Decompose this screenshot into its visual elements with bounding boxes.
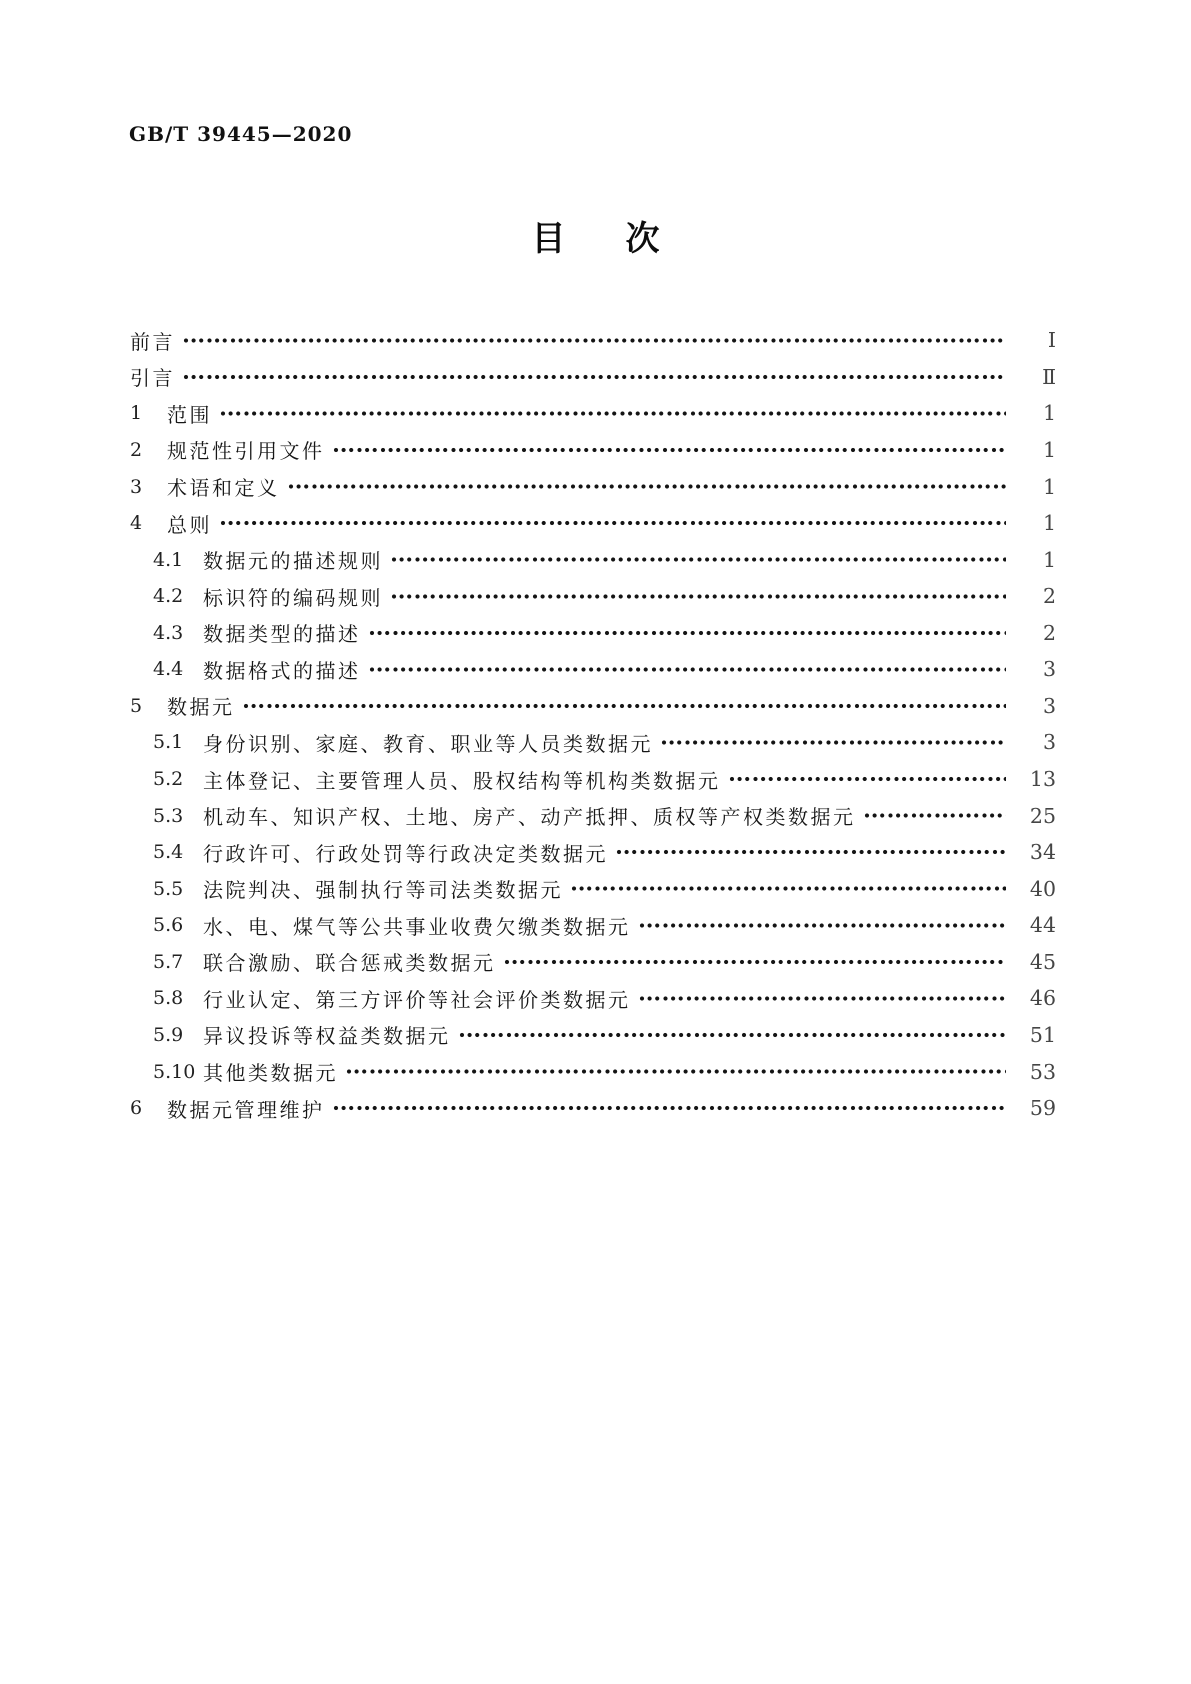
toc-entry-label: 水、电、煤气等公共事业收费欠缴类数据元 bbox=[203, 916, 631, 939]
toc-entry-number: 5.6 bbox=[153, 914, 184, 937]
toc-entry-number: 6 bbox=[130, 1097, 143, 1120]
toc-entry-number: 4.1 bbox=[153, 548, 184, 571]
toc-entry-page-number: 1 bbox=[1042, 437, 1056, 462]
toc-entry-label: 数据元 bbox=[167, 697, 235, 720]
dot-leader-icon bbox=[183, 359, 1006, 396]
toc-entry-number: 5.3 bbox=[153, 804, 184, 827]
dot-leader-icon bbox=[661, 724, 1006, 761]
toc-entry-label: 机动车、知识产权、土地、房产、动产抵押、质权等产权类数据元 bbox=[203, 807, 856, 830]
toc-entry-label: 主体登记、主要管理人员、股权结构等机构类数据元 bbox=[203, 770, 721, 793]
toc-entry bbox=[130, 907, 1056, 944]
toc-entry-page-number: 3 bbox=[1042, 693, 1056, 718]
toc-entry bbox=[130, 761, 1056, 798]
dot-leader-icon bbox=[369, 615, 1007, 652]
toc-entry-number: 5.9 bbox=[153, 1023, 184, 1046]
dot-leader-icon bbox=[616, 834, 1006, 871]
toc-entry-number: 4 bbox=[130, 512, 143, 535]
toc-entry bbox=[130, 1090, 1056, 1127]
toc-entry-number: 3 bbox=[130, 475, 143, 498]
toc-entry-label: 术语和定义 bbox=[167, 478, 280, 501]
toc-entry bbox=[130, 505, 1056, 542]
toc-entry-number: 5.10 bbox=[153, 1060, 196, 1083]
toc-entry-page-number: 34 bbox=[1029, 840, 1056, 865]
toc-entry bbox=[130, 432, 1056, 469]
toc-entry bbox=[130, 615, 1056, 652]
toc-entry bbox=[130, 468, 1056, 505]
toc-entry-page-number: 53 bbox=[1029, 1059, 1056, 1084]
toc-entry bbox=[130, 724, 1056, 761]
toc-entry-label: 引言 bbox=[130, 368, 175, 391]
toc-entry-number: 2 bbox=[130, 438, 143, 461]
toc-entry bbox=[130, 980, 1056, 1017]
toc-entry-page-number: 3 bbox=[1042, 730, 1056, 755]
toc-entry-label: 行政许可、行政处罚等行政决定类数据元 bbox=[203, 843, 608, 866]
dot-leader-icon bbox=[864, 797, 1007, 834]
toc-entry-label: 规范性引用文件 bbox=[167, 441, 325, 464]
dot-leader-icon bbox=[288, 468, 1007, 505]
dot-leader-icon bbox=[333, 432, 1007, 469]
dot-leader-icon bbox=[183, 322, 1006, 359]
toc-entry-label: 总则 bbox=[167, 514, 212, 537]
dot-leader-icon bbox=[391, 541, 1006, 578]
toc-entry bbox=[130, 578, 1056, 615]
toc-entry bbox=[130, 541, 1056, 578]
toc-entry bbox=[130, 359, 1056, 396]
dot-leader-icon bbox=[639, 980, 1007, 1017]
dot-leader-icon bbox=[504, 944, 1007, 981]
dot-leader-icon bbox=[220, 395, 1006, 432]
toc-entry-page-number: 51 bbox=[1029, 1022, 1056, 1047]
toc-entry-number: 4.2 bbox=[153, 585, 184, 608]
toc-entry-number: 5.5 bbox=[153, 877, 184, 900]
toc-entry-page-number: 2 bbox=[1042, 584, 1056, 609]
toc-entry-page-number: 59 bbox=[1029, 1096, 1056, 1121]
toc-entry-label: 异议投诉等权益类数据元 bbox=[203, 1026, 451, 1049]
table-of-contents bbox=[130, 322, 1056, 1126]
toc-entry-label: 数据元管理维护 bbox=[167, 1099, 325, 1122]
dot-leader-icon bbox=[459, 1017, 1007, 1054]
toc-entry bbox=[130, 651, 1056, 688]
dot-leader-icon bbox=[391, 578, 1006, 615]
toc-entry-page-number: 45 bbox=[1029, 949, 1056, 974]
toc-entry-label: 联合激励、联合惩戒类数据元 bbox=[203, 953, 496, 976]
toc-entry bbox=[130, 834, 1056, 871]
toc-entry-number: 4.3 bbox=[153, 621, 184, 644]
toc-entry-label: 数据类型的描述 bbox=[203, 624, 361, 647]
toc-entry bbox=[130, 1017, 1056, 1054]
toc-entry-label: 身份识别、家庭、教育、职业等人员类数据元 bbox=[203, 733, 653, 756]
toc-entry-number: 5.8 bbox=[153, 987, 184, 1010]
toc-entry-page-number: 1 bbox=[1042, 474, 1056, 499]
toc-entry bbox=[130, 870, 1056, 907]
toc-entry-page-number: 2 bbox=[1042, 620, 1056, 645]
toc-entry bbox=[130, 395, 1056, 432]
dot-leader-icon bbox=[639, 907, 1007, 944]
toc-entry-number: 5.2 bbox=[153, 768, 184, 791]
toc-entry bbox=[130, 944, 1056, 981]
toc-entry-page-number: 3 bbox=[1042, 657, 1056, 682]
toc-entry-page-number: 46 bbox=[1029, 986, 1056, 1011]
toc-entry-page-number: Ⅱ bbox=[1042, 364, 1056, 389]
dot-leader-icon bbox=[333, 1090, 1007, 1127]
dot-leader-icon bbox=[729, 761, 1007, 798]
toc-entry-label: 行业认定、第三方评价等社会评价类数据元 bbox=[203, 989, 631, 1012]
toc-entry-number: 4.4 bbox=[153, 658, 184, 681]
toc-entry-label: 数据元的描述规则 bbox=[203, 551, 383, 574]
toc-entry-page-number: 44 bbox=[1029, 913, 1056, 938]
toc-entry-page-number: 1 bbox=[1042, 511, 1056, 536]
dot-leader-icon bbox=[243, 688, 1007, 725]
toc-entry bbox=[130, 797, 1056, 834]
toc-entry-label: 标识符的编码规则 bbox=[203, 587, 383, 610]
toc-entry-number: 5 bbox=[130, 694, 143, 717]
toc-entry-number: 5.1 bbox=[153, 731, 184, 754]
toc-entry-page-number: 40 bbox=[1029, 876, 1056, 901]
dot-leader-icon bbox=[369, 651, 1007, 688]
toc-entry-page-number: Ⅰ bbox=[1047, 328, 1056, 353]
dot-leader-icon bbox=[346, 1053, 1006, 1090]
toc-entry-page-number: 1 bbox=[1042, 401, 1056, 426]
standard-number: GB/T 39445—2020 bbox=[129, 122, 353, 146]
toc-entry bbox=[130, 688, 1056, 725]
toc-entry-label: 其他类数据元 bbox=[203, 1063, 338, 1086]
toc-entry-page-number: 13 bbox=[1029, 767, 1056, 792]
toc-entry bbox=[130, 1053, 1056, 1090]
toc-entry-number: 1 bbox=[130, 402, 143, 425]
toc-entry-label: 前言 bbox=[130, 331, 175, 354]
toc-entry-label: 范围 bbox=[167, 404, 212, 427]
toc-entry-page-number: 1 bbox=[1042, 547, 1056, 572]
toc-entry-label: 数据格式的描述 bbox=[203, 660, 361, 683]
toc-entry-page-number: 25 bbox=[1029, 803, 1056, 828]
toc-entry-number: 5.4 bbox=[153, 841, 184, 864]
page-title: 目 次 bbox=[531, 220, 673, 258]
dot-leader-icon bbox=[220, 505, 1006, 542]
toc-entry-label: 法院判决、强制执行等司法类数据元 bbox=[203, 880, 563, 903]
dot-leader-icon bbox=[571, 870, 1006, 907]
toc-entry-number: 5.7 bbox=[153, 950, 184, 973]
toc-entry bbox=[130, 322, 1056, 359]
